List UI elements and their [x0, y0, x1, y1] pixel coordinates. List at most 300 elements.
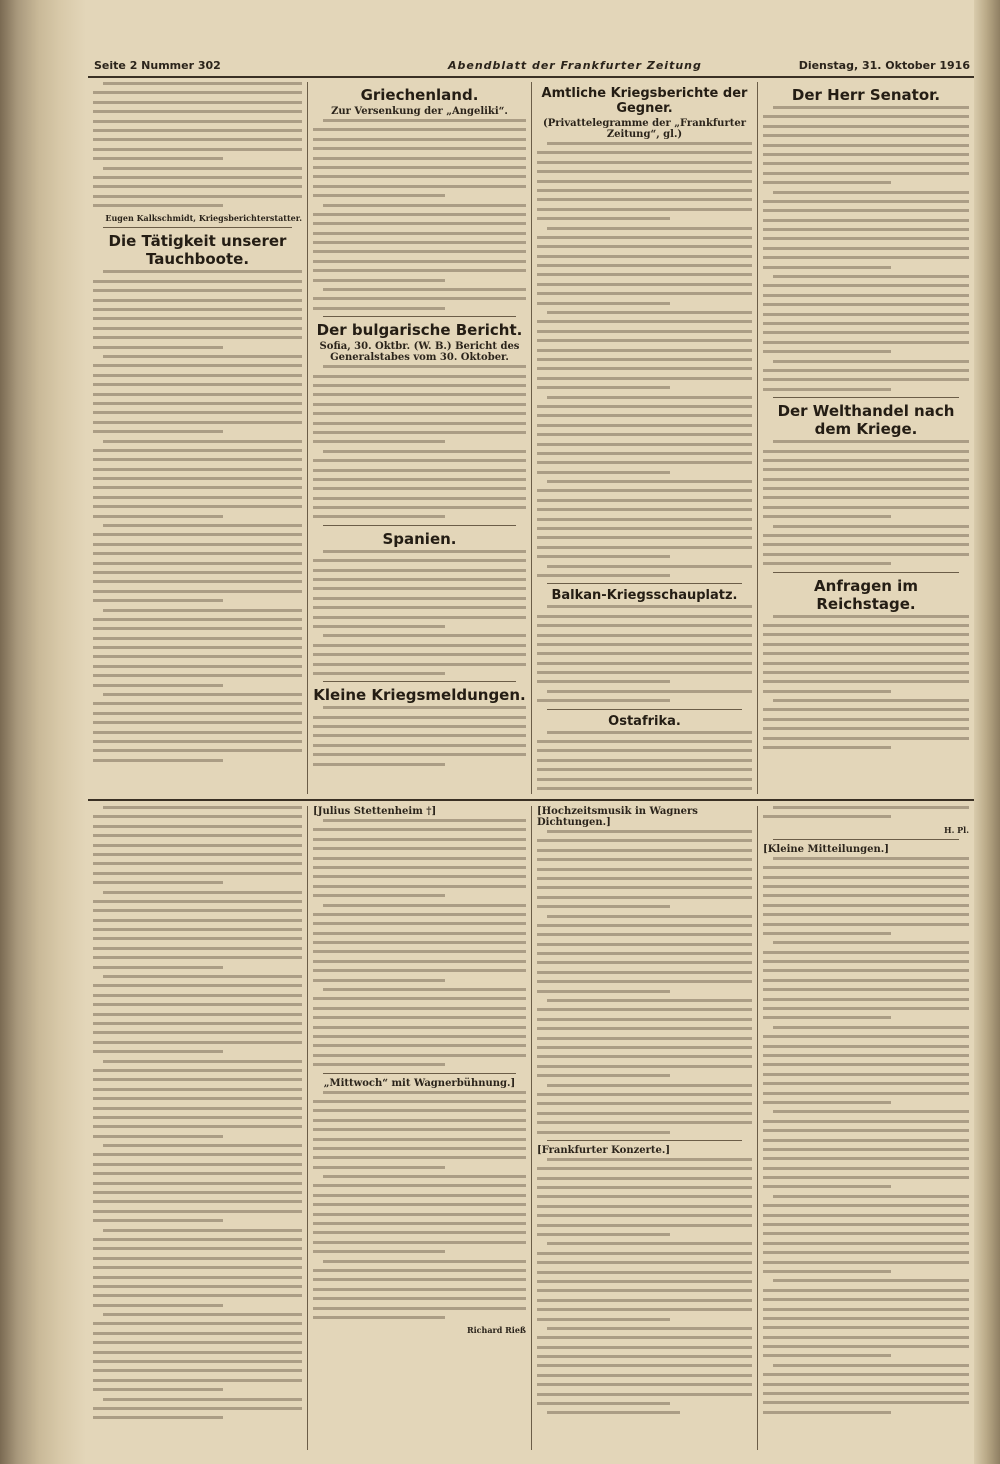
article-text [313, 550, 526, 675]
text-line [313, 753, 526, 756]
text-line [93, 881, 223, 884]
text-line [323, 288, 526, 291]
text-line [773, 1110, 969, 1113]
text-line [93, 364, 302, 367]
text-line [763, 1073, 969, 1076]
article-heading: Anfragen im Reichstage. [814, 576, 918, 613]
text-line [763, 1204, 969, 1207]
text-line [537, 1037, 752, 1040]
text-line [93, 1013, 302, 1016]
text-line [547, 915, 752, 918]
text-line [537, 349, 752, 352]
text-line [537, 886, 752, 889]
text-line [537, 961, 752, 964]
text-line [547, 227, 752, 230]
text-line [313, 1100, 526, 1103]
text-line [547, 830, 752, 833]
text-line [763, 144, 969, 147]
text-line [93, 336, 302, 339]
author-signature: Eugen Kalkschmidt, Kriegsberichterstatter. [105, 213, 302, 224]
text-line [763, 1120, 969, 1123]
text-line [313, 412, 526, 415]
text-line [763, 815, 891, 818]
text-line [763, 876, 969, 879]
text-line [313, 1194, 526, 1197]
text-line [537, 1383, 752, 1386]
text-line [103, 975, 302, 978]
article-text [763, 857, 969, 1414]
text-line [93, 280, 302, 283]
text-line [763, 1045, 969, 1048]
text-line [537, 905, 670, 908]
text-line [537, 787, 752, 790]
text-line [537, 180, 752, 183]
text-line [537, 1065, 752, 1068]
text-line [93, 1285, 302, 1288]
text-line [93, 1276, 302, 1279]
text-line [93, 937, 302, 940]
text-line [547, 565, 752, 568]
text-line [773, 525, 969, 528]
text-line [763, 923, 969, 926]
text-line [93, 919, 302, 922]
text-line [93, 665, 302, 668]
text-line [93, 1407, 302, 1410]
text-line [93, 872, 302, 875]
text-line [93, 815, 302, 818]
text-line [93, 505, 302, 508]
text-line [93, 984, 302, 987]
text-line [93, 120, 302, 123]
text-line [313, 997, 526, 1000]
text-line [763, 1354, 891, 1357]
text-line [773, 1364, 969, 1367]
text-line [763, 960, 969, 963]
text-line [537, 386, 670, 389]
text-line [763, 228, 969, 231]
text-line [93, 1332, 302, 1335]
text-line [313, 1109, 526, 1112]
text-line [537, 768, 752, 771]
text-line [537, 264, 752, 267]
text-line [537, 971, 752, 974]
text-line [93, 289, 302, 292]
text-line [93, 1031, 302, 1034]
text-line [313, 279, 445, 282]
text-line [93, 1200, 302, 1203]
text-line [537, 1364, 752, 1367]
text-line [537, 245, 752, 248]
masthead [88, 56, 974, 78]
text-line [537, 1167, 752, 1170]
text-line [763, 1298, 969, 1301]
text-line [93, 759, 223, 762]
newspaper-sheet [88, 56, 974, 1456]
text-line [763, 866, 969, 869]
text-line [763, 562, 891, 565]
column-3 [532, 82, 758, 794]
text-line [93, 655, 302, 658]
text-line [93, 486, 302, 489]
text-line [763, 690, 891, 693]
text-line [763, 1373, 969, 1376]
text-line [773, 806, 969, 809]
text-line [93, 862, 302, 865]
text-line [313, 950, 526, 953]
text-line [773, 106, 969, 109]
feuilleton-heading: [Frankfurter Konzerte.] [537, 1144, 671, 1156]
text-line [93, 1341, 302, 1344]
text-line [537, 624, 752, 627]
article-text [537, 830, 752, 1134]
text-line [323, 634, 526, 637]
text-line [547, 1327, 752, 1330]
text-line [313, 147, 526, 150]
text-line [773, 360, 969, 363]
article-heading: Der Welthandel nach dem Kriege. [777, 402, 955, 439]
text-line [763, 543, 969, 546]
bottom-column-3 [532, 806, 758, 1450]
article-text [537, 605, 752, 702]
text-line [537, 990, 670, 993]
text-line [313, 175, 526, 178]
text-line [313, 960, 526, 963]
text-line [537, 151, 752, 154]
text-line [313, 653, 526, 656]
text-line [93, 702, 302, 705]
text-line [93, 204, 223, 207]
text-line [93, 411, 302, 414]
text-line [313, 1203, 526, 1206]
issue-date: Dienstag, 31. Oktober 1916 [798, 59, 970, 72]
text-line [763, 1317, 969, 1320]
text-line [93, 1388, 223, 1391]
text-line [93, 853, 302, 856]
feuilleton-heading: [Hochzeitsmusik in Wagners Dichtungen.] [537, 806, 698, 828]
text-line [547, 1242, 752, 1245]
text-line [93, 1097, 302, 1100]
text-line [537, 414, 752, 417]
feuilleton-heading: [Julius Stettenheim †] [313, 806, 437, 817]
text-line [773, 191, 969, 194]
text-line [93, 1210, 302, 1213]
text-line [537, 896, 752, 899]
text-line [763, 1054, 969, 1057]
text-line [313, 894, 445, 897]
text-line [93, 1078, 302, 1081]
text-line [93, 571, 302, 574]
text-line [537, 1336, 752, 1339]
text-line [313, 440, 445, 443]
text-line [763, 671, 969, 674]
text-line [313, 166, 526, 169]
text-line [313, 725, 526, 728]
text-line [547, 690, 752, 693]
text-line [93, 383, 302, 386]
text-line [103, 167, 302, 170]
text-line [313, 1035, 526, 1038]
text-line [537, 273, 752, 276]
text-line [763, 1308, 969, 1311]
text-line [313, 384, 526, 387]
text-line [763, 322, 969, 325]
text-line [93, 1069, 302, 1072]
text-line [537, 1214, 752, 1217]
text-line [93, 1116, 302, 1119]
text-line [763, 1101, 891, 1104]
text-line [763, 1232, 969, 1235]
text-line [313, 569, 526, 572]
text-line [537, 643, 752, 646]
text-line [537, 1374, 752, 1377]
text-line [763, 266, 891, 269]
text-line [763, 284, 969, 287]
text-line [93, 1369, 302, 1372]
text-line [313, 1231, 526, 1234]
text-line [313, 1016, 526, 1019]
text-line [763, 1251, 969, 1254]
text-line [763, 624, 969, 627]
text-line [313, 1063, 445, 1066]
text-line [93, 1022, 302, 1025]
text-line [323, 119, 526, 122]
text-line [537, 1186, 752, 1189]
text-line [313, 1026, 526, 1029]
text-line [537, 778, 752, 781]
text-line [537, 749, 752, 752]
text-line [313, 932, 526, 935]
text-line [763, 331, 969, 334]
text-line [537, 1205, 752, 1208]
text-line [537, 1224, 752, 1227]
article-text [93, 806, 302, 1419]
text-line [763, 1392, 969, 1395]
text-line [547, 396, 752, 399]
text-line [537, 1131, 670, 1134]
text-line [323, 450, 526, 453]
text-line [537, 443, 752, 446]
article-heading: Ostafrika. [608, 713, 681, 729]
text-line [93, 749, 302, 752]
text-line [313, 497, 526, 500]
text-line [773, 615, 969, 618]
text-line [537, 1289, 752, 1292]
text-line [763, 1016, 891, 1019]
text-line [763, 1157, 969, 1160]
feuilleton-heading: „Mittwoch“ mit Wagnerbühnung.] [323, 1077, 516, 1089]
text-line [773, 1279, 969, 1282]
text-line [763, 172, 969, 175]
text-line [93, 346, 223, 349]
text-line [763, 969, 969, 972]
text-line [323, 1175, 526, 1178]
text-line [537, 1074, 670, 1077]
text-line [313, 1156, 526, 1159]
text-line [763, 998, 969, 1001]
text-line [763, 378, 969, 381]
text-line [313, 1269, 526, 1272]
poem-text [313, 1091, 526, 1319]
article-text [313, 819, 526, 1066]
text-line [313, 307, 445, 310]
text-line [547, 1158, 752, 1161]
text-line [93, 176, 302, 179]
text-line [763, 181, 891, 184]
text-line [763, 904, 969, 907]
text-line [763, 1289, 969, 1292]
text-line [537, 1393, 752, 1396]
text-line [763, 256, 969, 259]
text-line [93, 1379, 302, 1382]
text-line [537, 759, 752, 762]
text-line [547, 999, 752, 1002]
text-line [763, 247, 969, 250]
text-line [313, 885, 526, 888]
text-line [313, 1147, 526, 1150]
text-line [93, 1172, 302, 1175]
article-text [537, 731, 752, 794]
text-line [537, 320, 752, 323]
text-line [93, 844, 302, 847]
text-line [93, 1107, 302, 1110]
article-text [93, 270, 302, 761]
text-line [763, 1092, 969, 1095]
text-line [93, 1304, 223, 1307]
text-line [537, 662, 752, 665]
text-line [547, 1411, 680, 1414]
text-line [537, 208, 752, 211]
text-line [93, 421, 302, 424]
bottom-column-1 [88, 806, 308, 1450]
text-line [537, 1177, 752, 1180]
text-line [93, 956, 302, 959]
text-line [763, 1336, 969, 1339]
text-line [537, 292, 752, 295]
text-line [537, 924, 752, 927]
text-line [313, 1007, 526, 1010]
text-line [313, 672, 445, 675]
bottom-column-2 [308, 806, 532, 1450]
text-line [313, 128, 526, 131]
text-line [93, 458, 302, 461]
text-line [313, 1213, 526, 1216]
text-line [93, 185, 302, 188]
text-line [103, 891, 302, 894]
text-line [313, 847, 526, 850]
text-line [313, 1241, 526, 1244]
text-line [93, 1050, 223, 1053]
text-line [763, 737, 969, 740]
article-heading: Amtliche Kriegsberichte der Gegner. [541, 86, 748, 116]
article-heading: Balkan-Kriegsschauplatz. [551, 588, 738, 604]
text-line [313, 1278, 526, 1281]
text-line [103, 693, 302, 696]
text-line [93, 1088, 302, 1091]
text-line [763, 979, 969, 982]
text-line [313, 157, 526, 160]
text-line [537, 952, 752, 955]
text-line [537, 699, 670, 702]
text-line [313, 763, 445, 766]
text-line [537, 1346, 752, 1349]
text-line [537, 1271, 752, 1274]
text-line [313, 1250, 445, 1253]
text-line [763, 153, 969, 156]
text-line [93, 477, 302, 480]
text-line [537, 471, 670, 474]
text-line [313, 185, 526, 188]
text-line [93, 1266, 302, 1269]
text-line [537, 740, 752, 743]
text-line [93, 928, 302, 931]
text-line [93, 627, 302, 630]
article-text [313, 706, 526, 765]
article-text [763, 806, 969, 818]
text-line [93, 543, 302, 546]
text-line [773, 699, 969, 702]
text-line [763, 303, 969, 306]
text-line [537, 358, 752, 361]
text-line [763, 1401, 969, 1404]
article-text [763, 440, 969, 565]
text-line [313, 559, 526, 562]
text-line [93, 1360, 302, 1363]
text-line [103, 355, 302, 358]
text-line [537, 943, 752, 946]
text-line [763, 1139, 969, 1142]
article-heading: Der bulgarische Bericht. [316, 321, 523, 340]
text-line [93, 327, 302, 330]
text-line [763, 294, 969, 297]
text-line [313, 979, 445, 982]
text-line [93, 317, 302, 320]
text-line [103, 270, 302, 273]
text-line [537, 1280, 752, 1283]
text-line [537, 302, 670, 305]
text-line [93, 1351, 302, 1354]
text-line [763, 1223, 969, 1226]
text-line [103, 1398, 302, 1401]
text-line [323, 904, 526, 907]
text-line [537, 680, 670, 683]
text-line [763, 1129, 969, 1132]
text-line [537, 499, 752, 502]
text-line [313, 1222, 526, 1225]
text-line [103, 82, 302, 85]
text-line [763, 988, 969, 991]
text-line [763, 134, 969, 137]
text-line [93, 740, 302, 743]
article-text [763, 106, 969, 391]
text-line [763, 200, 969, 203]
column-2 [308, 82, 532, 794]
text-line [103, 1060, 302, 1063]
text-line [93, 1416, 223, 1419]
text-line [547, 1084, 752, 1087]
bottom-column-4 [758, 806, 974, 1450]
text-line [93, 721, 302, 724]
text-line [763, 643, 969, 646]
text-line [537, 1261, 752, 1264]
text-line [313, 506, 526, 509]
text-line [93, 1182, 302, 1185]
text-line [763, 341, 969, 344]
text-line [93, 1135, 223, 1138]
text-line [93, 393, 302, 396]
text-line [313, 616, 526, 619]
text-line [763, 1176, 969, 1179]
text-line [93, 618, 302, 621]
